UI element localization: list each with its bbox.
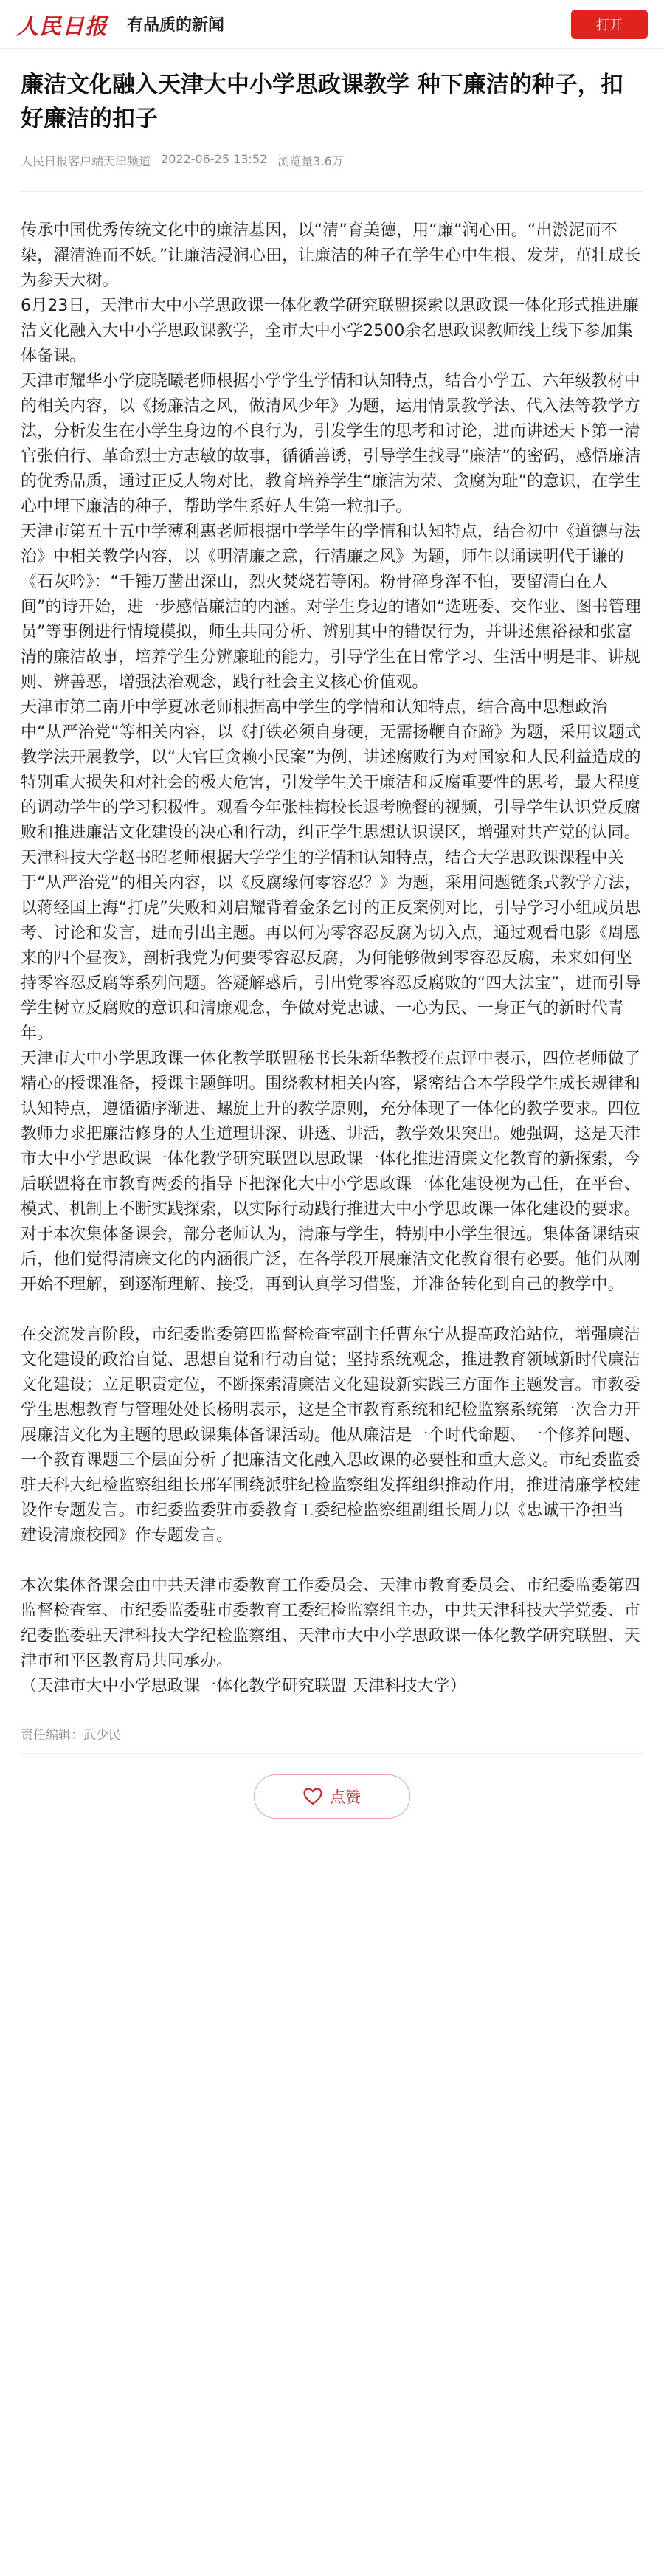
open-in-app-button[interactable]: 打开 <box>571 10 648 39</box>
article-body <box>21 218 643 1699</box>
like-label: 点赞 <box>330 1788 361 1806</box>
paragraph: （天津市大中小学思政课一体化教学研究联盟 天津科技大学） <box>21 1677 466 1695</box>
paragraph: 本次集体备课会由中共天津市委教育工作委员会、天津市教育委员会、市纪委监委第四监督检查室、市纪委监委驻市委教育工委纪检监察组主办，中共天津科技大学党委、市纪委监委驻天津科技大学纪检监察组、天津市大中小学思政课一体化教学研究联盟、天津市和平区教育局共同承办。 <box>21 1577 640 1670</box>
divider <box>21 1753 643 1754</box>
brand[interactable] <box>16 8 224 41</box>
paragraph: 对于本次集体备课会，部分老师认为，清廉与学生，特别中小学生很远。集体备课结束后，他们觉得清廉文化的内涵很广泛，在各学段开展廉洁文化教育很有必要。他们从刚开始不理解，到逐渐理解、接受，再到认真学习借鉴，并准备转化到自己的教学中。 <box>21 1225 640 1294</box>
like-area <box>21 1774 643 1819</box>
paragraph: 天津市第五十五中学薄利惠老师根据中学学生的学情和认知特点，结合初中《道德与法治》中相关教学内容，以《明清廉之意，行清廉之风》为题，师生以诵读明代于谦的《石灰吟》：“千锤万凿出深山，烈火焚烧若等闲。粉骨碎身浑不怕，要留清白在人间”的诗开始，进一步感悟廉洁的内涵。对学生身边的诸如“选班委、交作业、图书管理员”等事例进行情境模拟，师生共同分析、辨别其中的错误行为，并讲述焦裕禄和张富清的廉洁故事，培养学生分辨廉耻的能力，引导学生在日常学习、生活中明是非、讲规则、辨善恶，增强法治观念，践行社会主义核心价值观。 <box>21 523 641 692</box>
like-button[interactable] <box>254 1774 410 1819</box>
divider <box>21 191 643 192</box>
article-source[interactable]: 人民日报客户端天津频道 <box>21 154 151 168</box>
paragraph: 6月23日，天津市大中小学思政课一体化教学研究联盟探索以思政课一体化形式推进廉洁文化融入大中小学思政课教学，全市大中小学2500余名思政课教师线上线下参加集体备课。 <box>21 297 639 365</box>
paragraph: 在交流发言阶段，市纪委监委第四监督检查室副主任曹东宁从提高政治站位，增强廉洁文化建设的政治自觉、思想自觉和行动自觉；坚持系统观念，推进教育领域新时代廉洁文化建设；立足职责定位，不断探索清廉洁文化建设新实践三方面作主题发言。市教委学生思想教育与管理处处长杨明表示，这是全市教育系统和纪检监察系统第一次合力开展廉洁文化为主题的思政课集体备课活动。他从廉洁是一个时代命题、一个修养问题、一个教育课题三个层面分析了把廉洁文化融入思政课的必要性和重大意义。市纪委监委驻天科大纪检监察组组长邢军围绕派驻纪检监察组发挥组织推动作用，推进清廉学校建设作专题发言。市纪委监委驻市委教育工委纪检监察组副组长周力以《忠诚干净担当 建设清廉校园》作专题发言。 <box>21 1326 640 1545</box>
paragraph: 天津市第二南开中学夏冰老师根据高中学生的学情和认知特点，结合高中思想政治中“从严治党”等相关内容，以《打铁必须自身硬，无需扬鞭自奋蹄》为题，采用议题式教学法开展教学，以“大官巨贪赖小民案”为例，讲述腐败行为对国家和人民利益造成的特别重大损失和对社会的极大危害，引发学生关于廉洁和反腐重要性的思考，最大程度的调动学生的学习积极性。观看今年张桂梅校长退考晚餐的视频，引导学生认识党反腐败和推进廉洁文化建设的决心和行动，纠正学生思想认识误区，增强对共产党的认同。 <box>21 698 641 842</box>
responsible-editor: 责任编辑：武少民 <box>21 1728 121 1743</box>
heart-icon <box>303 1788 322 1805</box>
paragraph: 天津市大中小学思政课一体化教学联盟秘书长朱新华教授在点评中表示，四位老师做了精心的授课准备，授课主题鲜明。围绕教材相关内容，紧密结合本学段学生成长规律和认知特点，遵循循序渐进、螺旋上升的教学原则，充分体现了一体化的教学要求。四位教师力求把廉洁修身的人生道理讲深、讲透、讲活，教学效果突出。她强调，这是天津市大中小学思政课一体化教学研究联盟以思政课一体化推进清廉文化教育的新探索，今后联盟将在市教育两委的指导下把深化大中小学思政课一体化建设视为己任，在平台、模式、机制上不断实践探索，以实际行动践行推进大中小学思政课一体化建设的要求。 <box>21 1050 640 1219</box>
article-title: 廉洁文化融入天津大中小学思政课教学 种下廉洁的种子，扣好廉洁的扣子 <box>21 72 623 132</box>
paragraph: 天津科技大学赵书昭老师根据大学学生的学情和认知特点，结合大学思政课课程中关于“从严治党”的相关内容，以《反腐缘何零容忍？》为题，采用问题链条式教学方法，以蒋经国上海“打虎”失败和刘启耀背着金条乞讨的正反案例对比，引导学习小组成员思考、讨论和发言，进而引出主题。再以何为零容忍反腐为切入点，通过观看电影《周恩来的四个昼夜》，剖析我党为何要零容忍反腐，为何能够做到零容忍反腐，未来如何坚持零容忍反腐等系列问题。答疑解惑后，引出党零容忍反腐败的“四大法宝”，进而引导学生树立反腐败的意识和清廉观念，争做对党忠诚、一心为民、一身正气的新时代青年。 <box>21 849 641 1043</box>
logo[interactable]: 人民日报 <box>16 13 108 40</box>
article-datetime: 2022-06-25 13:52 <box>161 152 268 166</box>
slogan: 有品质的新闻 <box>127 16 225 35</box>
paragraph: 传承中国优秀传统文化中的廉洁基因，以“清”育美德，用“廉”润心田。“出淤泥而不染，濯清涟而不妖。”让廉洁浸润心田，让廉洁的种子在学生心中生根、发芽，茁壮成长为参天大树。 <box>21 221 641 290</box>
article <box>0 49 664 1819</box>
article-views: 浏览量3.6万 <box>277 154 344 168</box>
article-meta <box>21 152 643 169</box>
paragraph: 天津市耀华小学庞晓曦老师根据小学学生学情和认知特点，结合小学五、六年级教材中的相关内容，以《扬廉洁之风，做清风少年》为题，运用情景教学法、代入法等教学方法，分析发生在小学生身边的不良行为，引发学生的思考和讨论，进而讲述天下第一清官张伯行、革命烈士方志敏的故事，循循善诱，引导学生找寻“廉洁”的密码，感悟廉洁的优秀品质，通过正反人物对比，教育培养学生“廉洁为荣、贪腐为耻”的意识，在学生心中埋下廉洁的种子，帮助学生系好人生第一粒扣子。 <box>21 372 641 516</box>
top-bar <box>0 0 664 49</box>
